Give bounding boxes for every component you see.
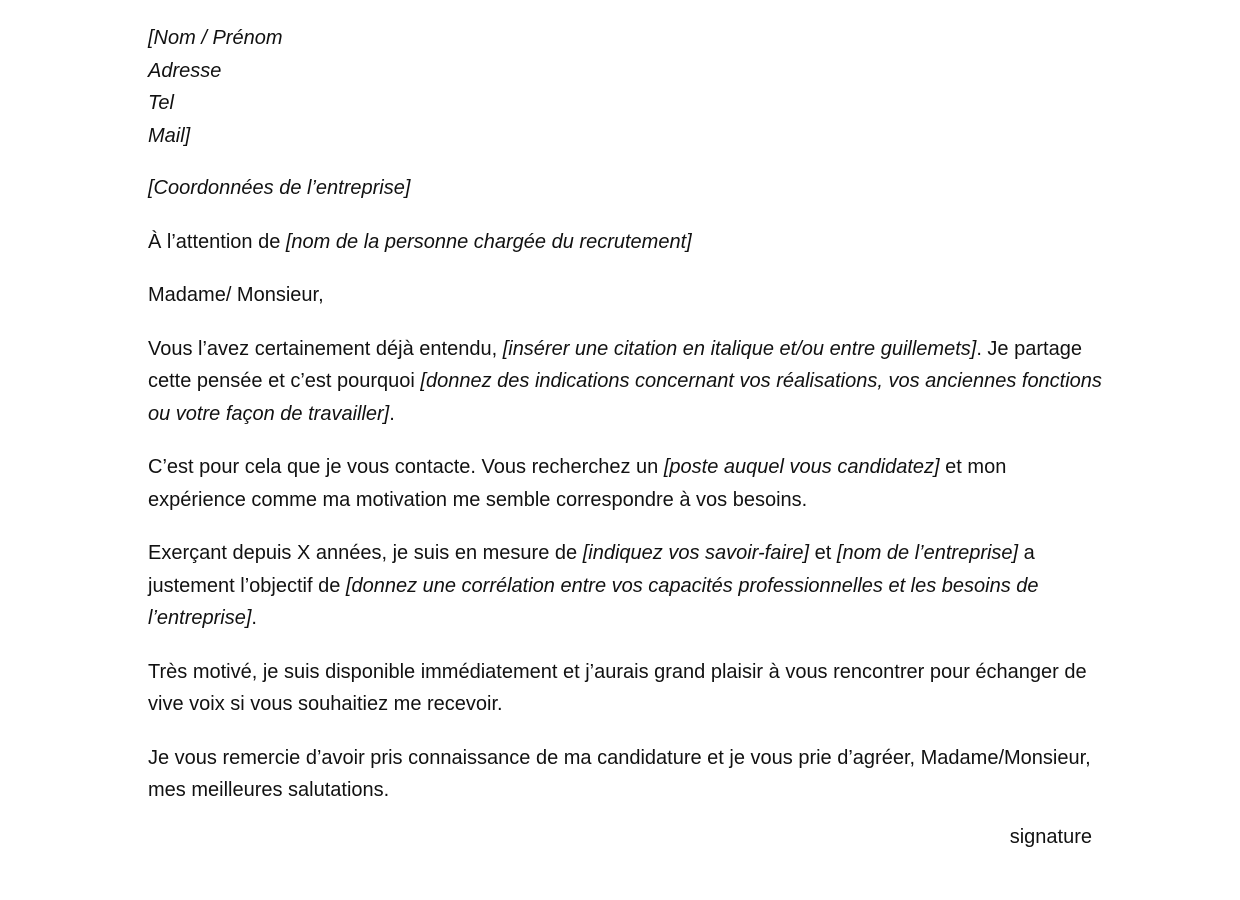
letter-body xyxy=(148,22,1108,807)
sender-name: [Nom / Prénom xyxy=(148,27,283,49)
paragraph-5: Je vous remercie d’avoir pris connaissance de ma candidature et je vous prie d’agréer, Madame/Monsieur, mes meilleures salutations. xyxy=(148,746,1091,801)
sender-mail: Mail] xyxy=(148,124,191,147)
paragraph-2 xyxy=(148,451,1108,516)
p3-placeholder-savoir-faire: [indiquez vos savoir-faire] xyxy=(582,542,810,564)
sender-tel: Tel xyxy=(148,92,174,114)
p3-text-a: Exerçant depuis X années, je suis en mesure de xyxy=(148,542,583,564)
p1-placeholder-realisations: [donnez des indications concernant vos réalisations, vos anciennes fonctions ou votre façon de travailler] xyxy=(148,370,1102,425)
p2-placeholder-poste: [poste auquel vous candidatez] xyxy=(663,456,940,478)
signature: signature xyxy=(1009,826,1092,848)
paragraph-3 xyxy=(148,537,1108,635)
p3-text-g: . xyxy=(251,607,257,629)
attention-recipient: [nom de la personne chargée du recrutement] xyxy=(285,230,692,253)
p2-text-c: et mon expérience comme ma motivation me semble correspondre à vos besoins. xyxy=(148,456,1007,511)
attention-prefix: À l’attention de xyxy=(148,230,286,253)
sender-address: Adresse xyxy=(148,59,222,82)
salutation: Madame/ Monsieur, xyxy=(148,284,324,306)
p3-placeholder-entreprise: [nom de l’entreprise] xyxy=(836,542,1019,564)
company-block: [Coordonnées de l’entreprise] xyxy=(148,177,411,199)
p3-placeholder-correlation: [donnez une corrélation entre vos capacités professionnelles et les besoins de l’entreprise] xyxy=(148,574,1039,629)
sender-block xyxy=(148,22,1108,152)
paragraph-4: Très motivé, je suis disponible immédiatement et j’aurais grand plaisir à vous rencontrer pour échanger de vive voix si vous souhaitiez me recevoir. xyxy=(148,660,1087,715)
p1-placeholder-citation: [insérer une citation en italique et/ou entre guillemets] xyxy=(502,337,977,360)
attention-line xyxy=(148,226,1108,259)
p1-text-c: . Je partage cette pensée et c’est pourquoi xyxy=(148,337,1082,392)
p2-text-a: C’est pour cela que je vous contacte. Vous recherchez un xyxy=(148,456,664,478)
p3-text-c: et xyxy=(809,542,837,564)
p1-text-e: . xyxy=(389,402,395,425)
paragraph-1 xyxy=(148,333,1108,431)
p3-text-e: a justement l’objectif de xyxy=(148,542,1035,597)
p1-text-a: Vous l’avez certainement déjà entendu, xyxy=(148,337,503,360)
